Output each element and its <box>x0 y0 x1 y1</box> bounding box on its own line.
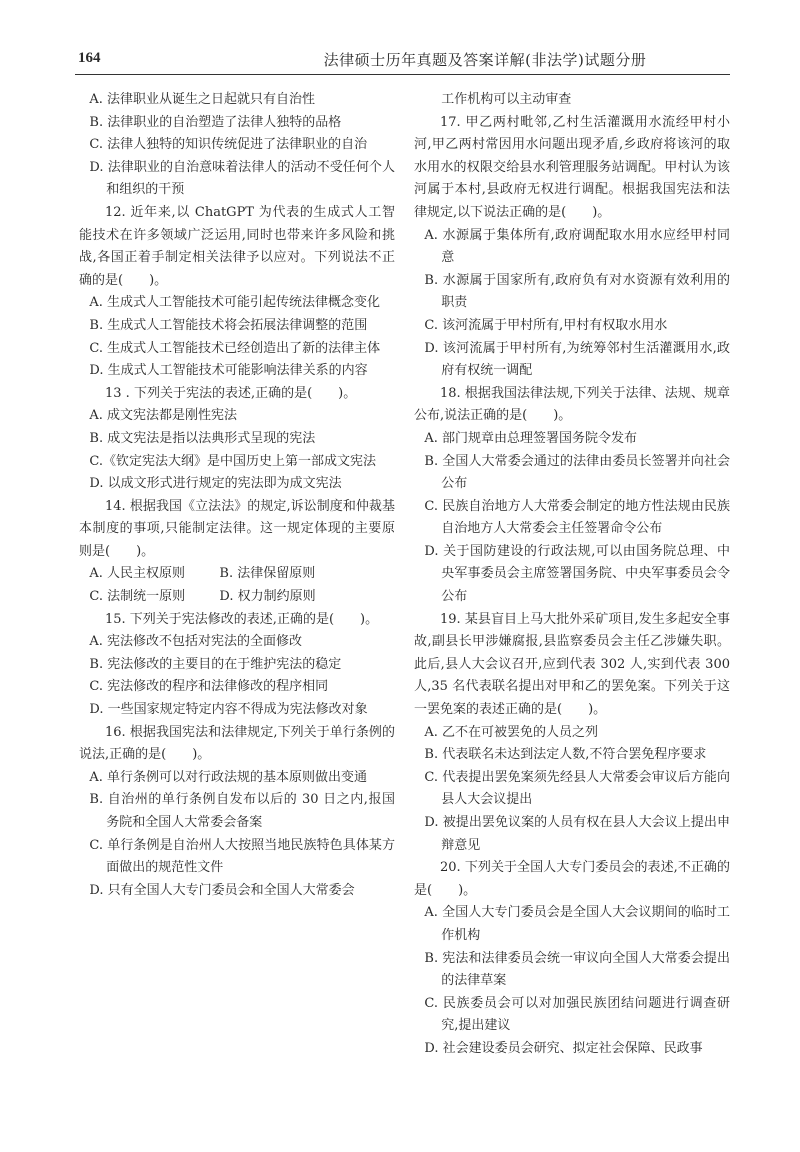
q19-option-d: D. 被提出罢免议案的人员有权在县人大会议上提出申辩意见 <box>424 815 730 853</box>
q17-option-a: A. 水源属于集体所有,政府调配取水用水应经甲村同意 <box>424 227 730 266</box>
q12-option-c: C. 生成式人工智能技术已经创造出了新的法律主体 <box>89 340 381 356</box>
q19-option-a: A. 乙不在可被罢免的人员之列 <box>424 724 599 740</box>
q13-option-c: C.《钦定宪法大纲》是中国历史上第一部成文宪法 <box>89 453 377 469</box>
page-number: 164 <box>78 50 101 66</box>
q20-option-d: D. 社会建设委员会研究、拟定社会保障、民政事 <box>424 1040 703 1056</box>
q16-option-d: D. 只有全国人大专门委员会和全国人大常委会 <box>89 882 355 898</box>
right-column <box>414 89 730 1061</box>
q13-option-b: B. 成文宪法是指以法典形式呈现的宪法 <box>89 430 316 446</box>
header-rule <box>75 74 730 75</box>
q15-option-b: B. 宪法修改的主要目的在于维护宪法的稳定 <box>89 656 342 672</box>
q17-option-b: B. 水源属于国家所有,政府负有对水资源有效利用的职责 <box>424 272 730 311</box>
q20-option-b: B. 宪法和法律委员会统一审议向全国人大常委会提出的法律草案 <box>424 950 730 989</box>
q19-stem: 19. 某县盲目上马大批外采矿项目,发生多起安全事故,副县长甲涉嫌腐报,县监察委员会主任乙涉嫌失职。此后,县人大会议召开,应到代表 302 人,实到代表 300 人,35 名代表联名提出对甲和乙的罢免案。下列关于这一罢免案的表述正确的是( )。 <box>414 611 730 718</box>
q14-options-row-1 <box>79 563 395 586</box>
q15-option-c: C. 宪法修改的程序和法律修改的程序相同 <box>89 679 329 695</box>
q14-options-row-2 <box>79 586 395 609</box>
q16-option-c: C. 单行条例是自治州人大按照当地民族特色具体某方面做出的规范性文件 <box>89 837 395 876</box>
q18-option-a: A. 部门规章由总理签署国务院令发布 <box>424 430 638 446</box>
q19-option-b: B. 代表联名未达到法定人数,不符合罢免程序要求 <box>424 747 707 763</box>
q12-option-d: D. 生成式人工智能技术可能影响法律关系的内容 <box>89 363 368 379</box>
q18-option-b: B. 全国人大常委会通过的法律由委员长签署并向社会公布 <box>424 453 730 492</box>
q18-stem: 18. 根据我国法律法规,下列关于法律、法规、规章公布,说法正确的是( )。 <box>414 385 730 424</box>
q20-option-c: C. 民族委员会可以对加强民族团结问题进行调查研究,提出建议 <box>424 995 730 1034</box>
q18-option-d: D. 关于国防建设的行政法规,可以由国务院总理、中央军事委员会主席签署国务院、中央军事委员会令公布 <box>424 543 730 605</box>
q17-stem: 17. 甲乙两村毗邻,乙村生活灌溉用水流经甲村小河,甲乙两村常因用水问题出现矛盾,乡政府将该河的取水用水的权限交给县水利管理服务站调配。甲村认为该河属于本村,县政府无权进行调配。根据我国宪法和法律规定,以下说法正确的是( )。 <box>414 114 730 220</box>
q11-option-c: C. 法律人独特的知识传统促进了法律职业的自治 <box>89 137 368 153</box>
q14-option-b: B. 法律保留原则 <box>219 566 316 582</box>
q14-option-a: A. 人民主权原则 <box>89 566 186 582</box>
q15-option-a: A. 宪法修改不包括对宪法的全面修改 <box>89 634 303 650</box>
q11-option-d: D. 法律职业的自治意味着法律人的活动不受任何个人和组织的干预 <box>89 159 395 198</box>
q16-option-b: B. 自治州的单行条例自发布以后的 30 日之内,报国务院和全国人大常委会备案 <box>89 792 395 830</box>
q20-stem: 20. 下列关于全国人大专门委员会的表述,不正确的是( )。 <box>414 860 730 898</box>
left-column <box>79 89 395 902</box>
running-header-title: 法律硕士历年真题及答案详解(非法学)试题分册 <box>323 51 647 69</box>
q17-option-d: D. 该河流属于甲村所有,为统筹邻村生活灌溉用水,政府有权统一调配 <box>424 340 730 379</box>
q14-option-d: D. 权力制约原则 <box>219 589 316 605</box>
q15-option-d: D. 一些国家规定特定内容不得成为宪法修改对象 <box>89 702 368 718</box>
q13-stem: 13 . 下列关于宪法的表述,正确的是( )。 <box>105 385 357 401</box>
q11-option-a: A. 法律职业从诞生之日起就只有自治性 <box>89 92 316 107</box>
q14-option-c: C. 法制统一原则 <box>89 589 186 605</box>
q18-option-c: C. 民族自治地方人大常委会制定的地方性法规由民族自治地方人大常委会主任签署命令公布 <box>424 498 730 537</box>
q13-option-d: D. 以成文形式进行规定的宪法即为成文宪法 <box>89 476 342 492</box>
q16-option-a: A. 单行条例可以对行政法规的基本原则做出变通 <box>89 769 368 785</box>
q11-option-b: B. 法律职业的自治塑造了法律人独特的品格 <box>89 114 342 130</box>
q13-option-a: A. 成文宪法都是刚性宪法 <box>89 408 238 424</box>
q12-option-a: A. 生成式人工智能技术可能引起传统法律概念变化 <box>89 295 381 311</box>
q15-stem: 15. 下列关于宪法修改的表述,正确的是( )。 <box>105 611 379 627</box>
q12-option-b: B. 生成式人工智能技术将会拓展法律调整的范围 <box>89 317 368 333</box>
q14-stem: 14. 根据我国《立法法》的规定,诉讼制度和仲裁基本制度的事项,只能制定法律。这一规定体现的主要原则是( )。 <box>79 498 395 559</box>
q16-option-d-continued: 工作机构可以主动审查 <box>441 92 572 107</box>
q17-option-c: C. 该河流属于甲村所有,甲村有权取水用水 <box>424 317 668 333</box>
q12-stem: 12. 近年来,以 ChatGPT 为代表的生成式人工智能技术在许多领域广泛运用,同时也带来许多风险和挑战,各国正着手制定相关法律予以应对。下列说法不正确的是( )。 <box>79 204 395 288</box>
q20-option-a: A. 全国人大专门委员会是全国人大会议期间的临时工作机构 <box>424 905 730 943</box>
q19-option-c: C. 代表提出罢免案须先经县人大常委会审议后方能向县人大会议提出 <box>424 769 730 808</box>
q16-stem: 16. 根据我国宪法和法律规定,下列关于单行条例的说法,正确的是( )。 <box>79 724 395 763</box>
